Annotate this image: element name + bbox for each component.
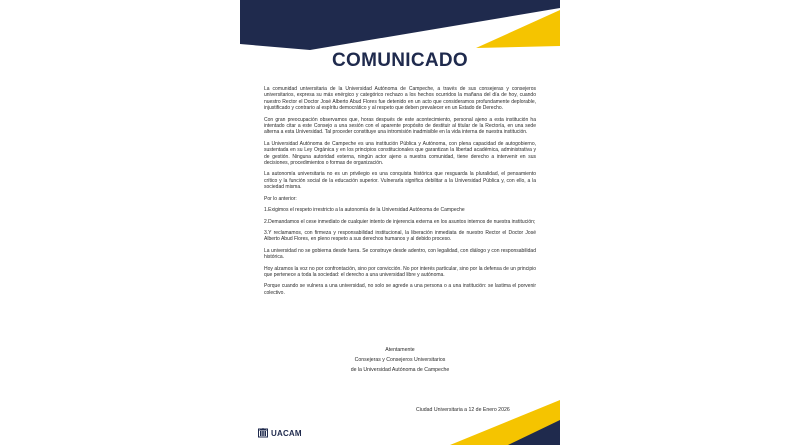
signature-line: Atentamente <box>385 347 415 353</box>
signature-block <box>240 345 560 375</box>
paragraph: Hoy alzamos la voz no por confrontación, sino por convicción. No por interés particular, sino por la defensa de un principio que pertenece a toda la sociedad: el derecho a una universidad libre y autónoma. <box>264 265 536 278</box>
document-page <box>240 0 560 445</box>
university-emblem-icon <box>258 428 268 438</box>
paragraph: La Universidad Autónoma de Campeche es una institución Pública y Autónoma, con plena capacidad de autogobierno, sustentada en su Ley Orgánica y en los principios constitucionales que garantizan la libertad académica, administrativa y de gestión. Ninguna autoridad externa, ningún actor ajeno a nuestra comunidad, tiene derecho a intervenir en sus decisiones, procedimientos o formas de organización. <box>264 140 536 167</box>
paragraph: La universidad no se gobierna desde fuera. Se construye desde adentro, con legalidad, con diálogo y con responsabilidad histórica. <box>264 247 536 261</box>
signature-line: de la Universidad Autónoma de Campeche <box>350 367 450 373</box>
demand-item: 2.Demandamos el cese inmediato de cualquier intento de injerencia externa en los asuntos internos de nuestra institución; <box>264 218 536 225</box>
uacam-logo <box>258 428 302 438</box>
paragraph: Con gran preocupación observamos que, horas después de este acontecimiento, personal ajeno a esta institución ha intentado citar a este Consejo a una sesión con el aparente propósito de destituir al titular de la Rectoría, en una sede alterna a esta Universidad. Tal proceder constituye una intromisión inadmisible en la vida interna de nuestra institución. <box>264 116 536 136</box>
document-date: Ciudad Universitaria a 12 de Enero 2026 <box>416 407 510 413</box>
paragraph: La comunidad universitaria de la Universidad Autónoma de Campeche, a través de sus consejeras y consejeros universitarios, expresa su más enérgico y categórico rechazo a los hechos ocurridos la mañana del día de hoy, cuando nuestro Rector el Doctor José Alberto Abud Flores fue detenido en un acto que consideramos profundamente deplorable, injustificado y contrario al espíritu democrático y al respeto que deben prevalecer en un Estado de Derecho. <box>264 86 536 112</box>
signature-line: Consejeras y Consejeros Universitarios <box>354 357 446 363</box>
logo-text: UACAM <box>271 428 302 438</box>
page-title: COMUNICADO <box>332 50 468 71</box>
demand-item: 1.Exigimos el respeto irrestricto a la autonomía de la Universidad Autónoma de Campeche <box>264 207 465 214</box>
document-body <box>264 86 536 301</box>
demand-item: 3.Y reclamamos, con firmeza y responsabilidad institucional, la liberación inmediata de nuestro Rector el Doctor José Alberto Abud Flores, en pleno respeto a sus derechos humanos y al debido proceso. <box>264 229 536 243</box>
paragraph: Por lo anterior: <box>264 195 297 202</box>
paragraph: Porque cuando se vulnera a una universidad, no solo se agrede a una persona o a una institución: se lastima el porvenir colectivo. <box>264 283 536 296</box>
paragraph: La autonomía universitaria no es un privilegio es una conquista histórica que resguarda la pluralidad, el pensamiento crítico y la función social de la educación superior. Vulnerarla significa debilitar a la Universidad Pública y, con ello, a la sociedad misma. <box>264 171 536 191</box>
